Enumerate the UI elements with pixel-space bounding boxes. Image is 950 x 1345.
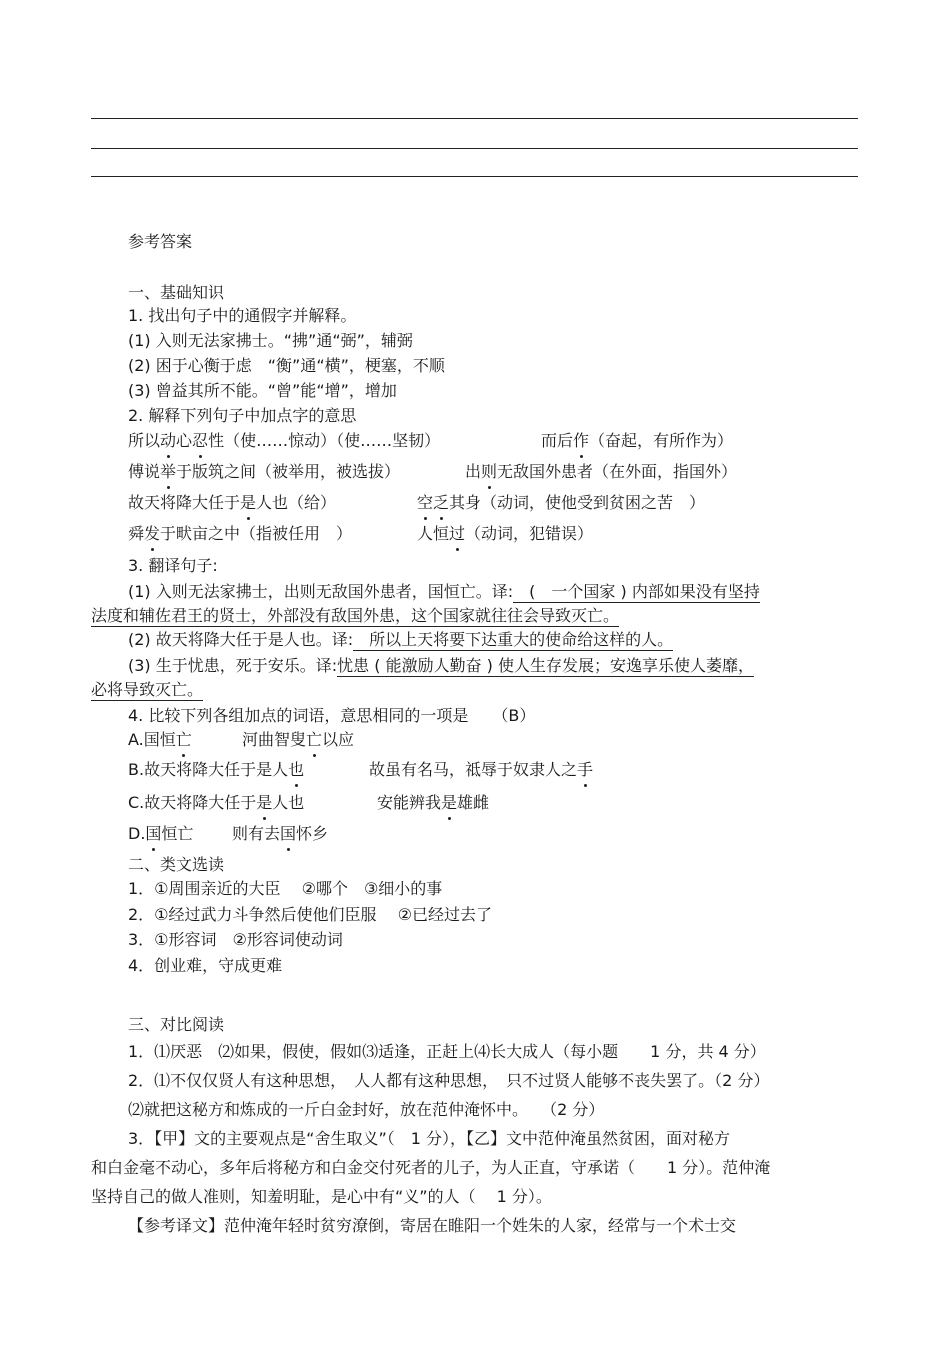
- dotted-char: 也: [288, 760, 305, 779]
- q4-option: C.故天将降大任于是人也: [128, 793, 305, 812]
- q2-row: 人恒过（动词，犯错误）: [417, 524, 594, 543]
- section3-q1: 1．⑴厌恶 ⑵如果，假使，假如⑶适逢，正赶上⑷长大成人（每小题 1 分，共 4 分）: [128, 1042, 766, 1061]
- dotted-char: 则: [481, 462, 498, 481]
- dotted-char: 亡: [175, 730, 192, 749]
- blank-answer-line-3: [91, 176, 858, 177]
- section2-item: 4．创业难，守成更难: [128, 956, 283, 975]
- dotted-char: 忍: [192, 431, 209, 450]
- dotted-char: 国: [280, 824, 297, 843]
- dotted-char: 乏: [433, 493, 450, 512]
- section1-title: 一、基础知识: [128, 283, 225, 302]
- dotted-char: 作: [573, 431, 590, 450]
- q1-item: (3) 曾益其所不能。“曾”能“增”，增加: [128, 381, 397, 400]
- q2-row: 傅说举于版筑之间（被举用，被选拔）: [128, 462, 401, 481]
- section3-q2-cont: ⑵就把这秘方和炼成的一斤白金封好，放在范仲淹怀中。 （2 分）: [128, 1100, 605, 1119]
- section3-q3: 3．【甲】文的主要观点是“舍生取义”（ 1 分），【乙】文中范仲淹虽然贫困，面对秘方: [128, 1129, 731, 1148]
- q3-title: 3. 翻译句子:: [128, 556, 218, 575]
- dotted-char: 手: [577, 760, 594, 779]
- q3-translation-3-cont: [91, 680, 203, 700]
- q1-item: (1) 入则无法家拂士。“拂”通“弼”，辅弼: [128, 331, 413, 350]
- q1-item: (2) 困于心衡于虑 “衡”通“横”，梗塞，不顺: [128, 356, 445, 375]
- q4-option: 河曲智叟亡以应: [242, 730, 355, 749]
- section3-title: 三、对比阅读: [128, 1015, 225, 1034]
- q2-row: 舜发于畎亩之中（指被任用 ）: [128, 524, 353, 543]
- answer-underline: 忧患 ( 能激励人勤奋 ) 使人生存发展；安逸享乐使人萎靡，: [337, 656, 754, 675]
- q4-option: A.国恒亡: [128, 730, 192, 749]
- answer-underline: 所以上天将要下达重大的使命给这样的人。: [353, 630, 674, 649]
- section2-item: 2．①经过武力斗争然后使他们臣服 ②已经过去了: [128, 905, 492, 924]
- answer-underline: 必将导致灭亡。: [91, 680, 204, 699]
- section2-title: 二、类文选读: [128, 855, 225, 874]
- blank-answer-line-2: [91, 148, 858, 149]
- q4-option: D.国恒亡: [128, 824, 194, 843]
- answer-underline: ( 一个国家 ) 内部如果没有坚持: [513, 582, 760, 601]
- section3-q2: 2．⑴不仅仅贤人有这种思想， 人人都有这种思想， 只不过贤人能够不丧失罢了。（2 分）: [128, 1071, 770, 1090]
- section3-q3-cont: 和白金毫不动心，多年后将秘方和白金交付死者的儿子，为人正直，守承诺（ 1 分）。范仲淹: [91, 1158, 771, 1177]
- q4-option: 则有去国怀乡: [232, 824, 329, 843]
- section2-item: 1．①周围亲近的大臣 ②哪个 ③细小的事: [128, 879, 443, 898]
- q1-title: 1. 找出句子中的通假字并解释。: [128, 306, 357, 325]
- q3-translation-3: (3) 生于忧患，死于安乐。译:忧患 ( 能激励人勤奋 ) 使人生存发展；安逸享乐使人萎靡，: [128, 656, 754, 675]
- blank-answer-line-1: [91, 118, 858, 119]
- page-heading: 参考答案: [128, 232, 193, 251]
- q2-row: 空乏其身（动词，使他受到贫困之苦 ）: [417, 493, 706, 512]
- q4-option: B.故天将降大任于是人也: [128, 760, 305, 779]
- q2-row: 而后作（奋起，有所作为）: [541, 431, 734, 450]
- dotted-char: 举: [160, 462, 177, 481]
- q3-translation-1: (1) 入则无法家拂士，出则无敌国外患者，国恒亡。译: ( 一个国家 ) 内部如果没有坚持: [128, 582, 760, 601]
- q4-option: 故虽有名马，祗辱于奴隶人之手: [369, 760, 594, 779]
- q3-translation-2: (2) 故天将降大任于是人也。译: 所以上天将要下达重大的使命给这样的人。: [128, 630, 674, 649]
- dotted-char: 动: [160, 431, 177, 450]
- dotted-char: 发: [144, 524, 161, 543]
- q2-row: 出则无敌国外患者（在外面，指国外）: [465, 462, 738, 481]
- dotted-char: 亡: [306, 730, 323, 749]
- answer-underline: 法度和辅佐君王的贤士，外部没有敌国外患，这个国家就往往会导致灭亡。: [91, 606, 620, 625]
- q4-option: 安能辨我是雄雌: [377, 793, 490, 812]
- reference-translation: 【参考译文】范仲淹年轻时贫穷潦倒，寄居在睢阳一个姓朱的人家，经常与一个术士交: [128, 1216, 737, 1235]
- dotted-char: 是: [256, 793, 273, 812]
- dotted-char: 是: [240, 493, 257, 512]
- section3-q3-cont: 坚持自己的做人准则，知羞明耻，是心中有“义”的人（ 1 分）。: [91, 1187, 552, 1206]
- q3-translation-1-cont: [91, 606, 619, 626]
- dotted-char: 空: [417, 493, 434, 512]
- q2-title: 2. 解释下列句子中加点字的意思: [128, 406, 357, 425]
- q4-title: 4. 比较下列各组加点的词语，意思相同的一项是 （B）: [128, 706, 536, 725]
- dotted-char: 过: [449, 524, 466, 543]
- q4-answer: （B）: [500, 706, 536, 725]
- dotted-char: 国: [145, 824, 162, 843]
- dotted-char: 是: [441, 793, 458, 812]
- q2-row: 所以动心忍性（使……惊动）（使……坚韧）: [128, 431, 441, 450]
- section2-item: 3．①形容词 ②形容词使动词: [128, 930, 343, 949]
- q2-row: 故天将降大任于是人也（给）: [128, 493, 337, 512]
